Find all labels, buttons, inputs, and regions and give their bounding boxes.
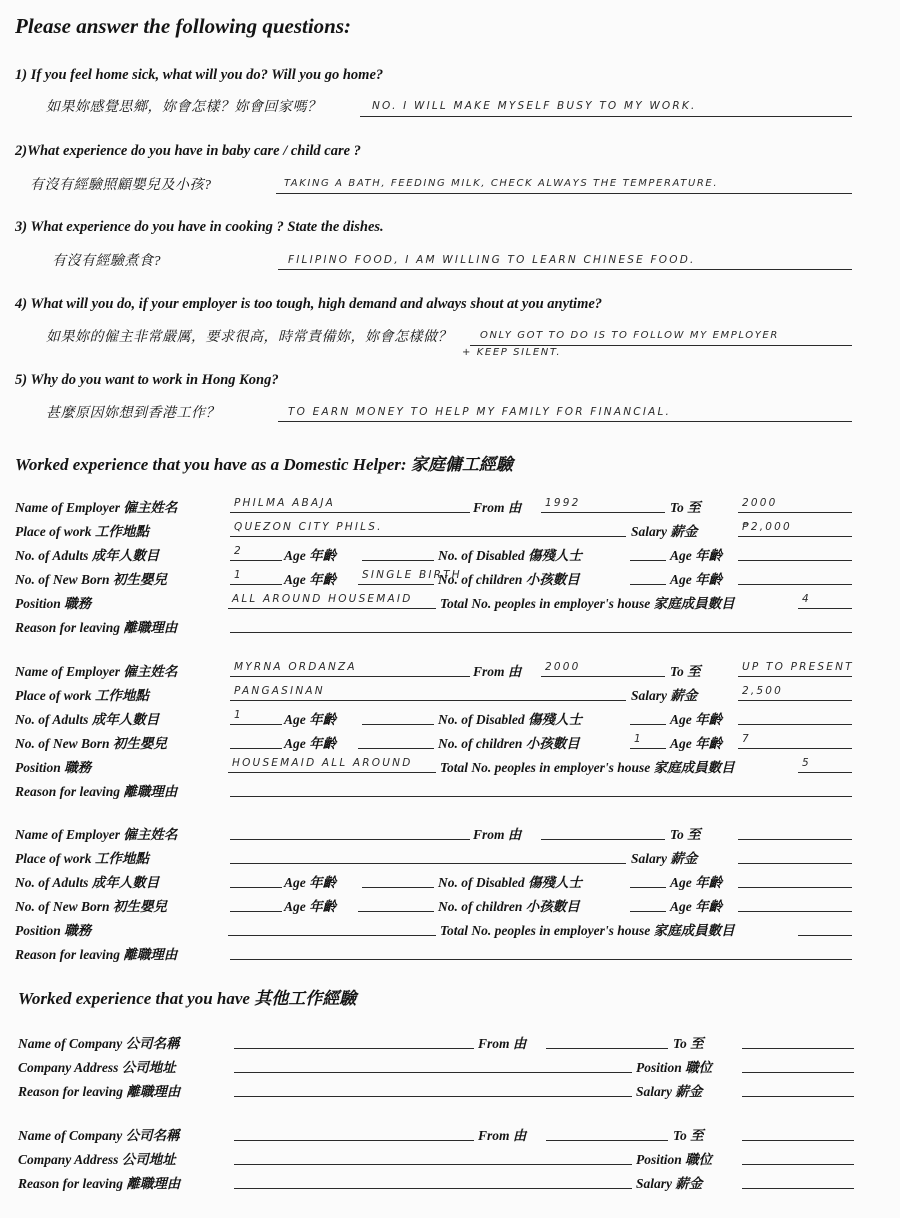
employer-3-to-line xyxy=(738,839,852,840)
employer-3-reason-line xyxy=(230,959,852,960)
company-1-position-label: Position 職位 xyxy=(636,1060,713,1075)
company-1-to-line xyxy=(742,1048,854,1049)
employer-1-total[interactable]: 4 xyxy=(802,593,811,605)
employer-1-place-label: Place of work 工作地點 xyxy=(15,524,149,539)
company-2-from-label: From 由 xyxy=(478,1128,527,1143)
company-2-reason-label: Reason for leaving 離職理由 xyxy=(18,1176,181,1191)
employer-1-salary-line xyxy=(738,536,852,537)
employer-3-place-label: Place of work 工作地點 xyxy=(15,851,149,866)
company-2-reason-line xyxy=(234,1188,632,1189)
employer-1-to-label: To 至 xyxy=(670,500,701,515)
employer-1-disabled-age-line xyxy=(738,560,852,561)
employer-3-total-label: Total No. peoples in employer's house 家庭成員數目 xyxy=(440,923,735,938)
question-2-chinese: 有沒有經驗照顧嬰兒及小孩? xyxy=(30,178,212,193)
employer-2-reason-line xyxy=(230,796,852,797)
answer-5-line xyxy=(278,421,852,422)
question-3: 3) What experience do you have in cooking ? State the dishes. xyxy=(15,219,384,235)
employer-1-name[interactable]: PHILMA ABAJA xyxy=(234,497,336,509)
employer-1-newborn-age-label: Age 年齡 xyxy=(284,572,337,587)
employer-2-disabled-label: No. of Disabled 傷殘人士 xyxy=(438,712,582,727)
employer-1-place-line xyxy=(230,536,626,537)
employer-2-name-line xyxy=(230,676,470,677)
answer-3-line xyxy=(278,269,852,270)
employer-2-adults-age-line xyxy=(362,724,434,725)
company-1-reason-label: Reason for leaving 離職理由 xyxy=(18,1084,181,1099)
employer-1-newborn-age[interactable]: SINGLE BIRTH xyxy=(362,569,462,581)
company-2-address-label: Company Address 公司地址 xyxy=(18,1152,176,1167)
employer-1-newborn[interactable]: 1 xyxy=(234,569,243,581)
question-1-chinese: 如果妳感覺思鄉，妳會怎樣？妳會回家嗎？ xyxy=(46,100,322,115)
question-5: 5) Why do you want to work in Hong Kong? xyxy=(15,372,279,388)
employer-1-children-line xyxy=(630,584,666,585)
employer-2-total-line xyxy=(798,772,852,773)
employer-2-children-age[interactable]: 7 xyxy=(742,733,751,745)
employer-3-to-label: To 至 xyxy=(670,827,701,842)
employer-1-children-age-line xyxy=(738,584,852,585)
company-2-salary-label: Salary 薪金 xyxy=(636,1176,703,1191)
employer-1-from-label: From 由 xyxy=(473,500,522,515)
employer-2-adults-age-label: Age 年齡 xyxy=(284,712,337,727)
employer-3-name-label: Name of Employer 僱主姓名 xyxy=(15,827,178,842)
company-2-position-label: Position 職位 xyxy=(636,1152,713,1167)
employer-1-from[interactable]: 1992 xyxy=(545,497,581,509)
employer-3-total-line xyxy=(798,935,852,936)
employer-1-newborn-age-line xyxy=(358,584,434,585)
employer-1-total-label: Total No. peoples in employer's house 家庭成員數目 xyxy=(440,596,735,611)
employer-2-children-age-line xyxy=(738,748,852,749)
domestic-helper-section-title: Worked experience that you have as a Domestic Helper: 家庭傭工經驗 xyxy=(15,455,513,474)
employer-2-children-label: No. of children 小孩數目 xyxy=(438,736,580,751)
answer-1[interactable]: NO. I WILL MAKE MYSELF BUSY TO MY WORK. xyxy=(372,100,697,112)
employer-1-position[interactable]: ALL AROUND HOUSEMAID xyxy=(232,593,413,605)
company-1-name-label: Name of Company 公司名稱 xyxy=(18,1036,180,1051)
employer-1-position-label: Position 職務 xyxy=(15,596,92,611)
company-1-address-label: Company Address 公司地址 xyxy=(18,1060,176,1075)
employer-1-children-age-label: Age 年齡 xyxy=(670,572,723,587)
question-4-chinese: 如果妳的僱主非常嚴厲，要求很高，時常責備妳，妳會怎樣做？ xyxy=(46,330,452,345)
company-2-address-line xyxy=(234,1164,632,1165)
employer-1-adults[interactable]: 2 xyxy=(234,545,243,557)
answer-4[interactable]: ONLY GOT TO DO IS TO FOLLOW MY EMPLOYER xyxy=(480,330,779,341)
question-4: 4) What will you do, if your employer is too tough, high demand and always shout at you anytime? xyxy=(15,296,603,312)
employer-2-children[interactable]: 1 xyxy=(634,733,643,745)
employer-2-total[interactable]: 5 xyxy=(802,757,811,769)
question-3-chinese: 有沒有經驗煮食? xyxy=(52,254,161,269)
answer-2-line xyxy=(276,193,852,194)
employer-2-place-label: Place of work 工作地點 xyxy=(15,688,149,703)
employer-3-children-age-label: Age 年齡 xyxy=(670,899,723,914)
employer-2-adults-label: No. of Adults 成年人數目 xyxy=(15,712,160,727)
employer-2-position[interactable]: HOUSEMAID ALL AROUND xyxy=(232,757,413,769)
company-2-name-line xyxy=(234,1140,474,1141)
employer-3-position-label: Position 職務 xyxy=(15,923,92,938)
answer-2[interactable]: TAKING A BATH, FEEDING MILK, CHECK ALWAYS THE TEMPERATURE. xyxy=(284,178,719,189)
form-title: Please answer the following questions: xyxy=(15,14,352,38)
employer-3-newborn-age-line xyxy=(358,911,434,912)
employer-2-newborn-line xyxy=(230,748,282,749)
employer-1-adults-age-label: Age 年齡 xyxy=(284,548,337,563)
company-2-salary-line xyxy=(742,1188,854,1189)
company-2-position-line xyxy=(742,1164,854,1165)
other-work-section-title: Worked experience that you have 其他工作經驗 xyxy=(18,989,357,1008)
employer-3-children-line xyxy=(630,911,666,912)
company-2-to-line xyxy=(742,1140,854,1141)
company-2-from-line xyxy=(546,1140,668,1141)
employer-2-from[interactable]: 2000 xyxy=(545,661,581,673)
company-1-to-label: To 至 xyxy=(673,1036,704,1051)
employer-3-adults-label: No. of Adults 成年人數目 xyxy=(15,875,160,890)
employer-3-salary-label: Salary 薪金 xyxy=(631,851,698,866)
employer-1-disabled-line xyxy=(630,560,666,561)
employer-3-adults-age-label: Age 年齡 xyxy=(284,875,337,890)
employer-2-position-label: Position 職務 xyxy=(15,760,92,775)
answer-4-line xyxy=(470,345,852,346)
employer-2-newborn-age-line xyxy=(358,748,434,749)
answer-1-line xyxy=(360,116,852,117)
employer-2-adults-line xyxy=(230,724,282,725)
company-1-from-label: From 由 xyxy=(478,1036,527,1051)
employer-1-place[interactable]: QUEZON CITY PHILS. xyxy=(234,521,383,533)
employer-3-disabled-age-line xyxy=(738,887,852,888)
employer-1-disabled-label: No. of Disabled 傷殘人士 xyxy=(438,548,582,563)
employer-1-children-label: No. of children 小孩數目 xyxy=(438,572,580,587)
employer-2-from-label: From 由 xyxy=(473,664,522,679)
employer-3-disabled-age-label: Age 年齡 xyxy=(670,875,723,890)
company-1-address-line xyxy=(234,1072,632,1073)
employer-3-reason-label: Reason for leaving 離職理由 xyxy=(15,947,178,962)
employer-2-name-label: Name of Employer 僱主姓名 xyxy=(15,664,178,679)
employer-1-salary[interactable]: ₱2,000 xyxy=(742,521,792,533)
company-1-from-line xyxy=(546,1048,668,1049)
employer-3-newborn-label: No. of New Born 初生嬰兒 xyxy=(15,899,167,914)
employer-1-adults-label: No. of Adults 成年人數目 xyxy=(15,548,160,563)
answer-5[interactable]: TO EARN MONEY TO HELP MY FAMILY FOR FINANCIAL. xyxy=(288,406,672,418)
employer-1-to-line xyxy=(738,512,852,513)
employer-1-name-line xyxy=(230,512,470,513)
employer-3-children-age-line xyxy=(738,911,852,912)
question-5-chinese: 甚麼原因妳想到香港工作？ xyxy=(46,406,220,421)
employer-3-from-line xyxy=(541,839,665,840)
answer-3[interactable]: FILIPINO FOOD, I AM WILLING TO LEARN CHINESE FOOD. xyxy=(288,254,696,266)
employer-1-adults-age-line xyxy=(362,560,434,561)
employer-1-reason-label: Reason for leaving 離職理由 xyxy=(15,620,178,635)
employer-3-children-label: No. of children 小孩數目 xyxy=(438,899,580,914)
employer-2-children-age-label: Age 年齡 xyxy=(670,736,723,751)
employer-1-newborn-line xyxy=(230,584,282,585)
question-2: 2)What experience do you have in baby care / child care ? xyxy=(15,143,361,159)
employer-3-salary-line xyxy=(738,863,852,864)
employer-1-to[interactable]: 2000 xyxy=(742,497,778,509)
employer-2-place[interactable]: PANGASINAN xyxy=(234,685,325,697)
employer-2-name[interactable]: MYRNA ORDANZA xyxy=(234,661,357,673)
employer-1-name-label: Name of Employer 僱主姓名 xyxy=(15,500,178,515)
employer-2-salary[interactable]: 2,500 xyxy=(742,685,784,697)
company-2-name-label: Name of Company 公司名稱 xyxy=(18,1128,180,1143)
question-1: 1) If you feel home sick, what will you do? Will you go home? xyxy=(15,67,384,83)
employer-2-newborn-label: No. of New Born 初生嬰兒 xyxy=(15,736,167,751)
company-1-position-line xyxy=(742,1072,854,1073)
employer-2-disabled-age-line xyxy=(738,724,852,725)
employer-1-from-line xyxy=(541,512,665,513)
employer-2-reason-label: Reason for leaving 離職理由 xyxy=(15,784,178,799)
employer-2-total-label: Total No. peoples in employer's house 家庭成員數目 xyxy=(440,760,735,775)
company-1-name-line xyxy=(234,1048,474,1049)
employer-1-disabled-age-label: Age 年齡 xyxy=(670,548,723,563)
employer-1-salary-label: Salary 薪金 xyxy=(631,524,698,539)
employer-1-total-line xyxy=(798,608,852,609)
employer-3-newborn-age-label: Age 年齡 xyxy=(284,899,337,914)
employer-2-children-line xyxy=(630,748,666,749)
employer-2-to[interactable]: UP TO PRESENT xyxy=(742,661,854,673)
employer-2-to-line xyxy=(738,676,852,677)
employer-3-adults-age-line xyxy=(362,887,434,888)
employer-3-disabled-line xyxy=(630,887,666,888)
employer-3-adults-line xyxy=(230,887,282,888)
employer-3-disabled-label: No. of Disabled 傷殘人士 xyxy=(438,875,582,890)
employer-3-place-line xyxy=(230,863,626,864)
employer-2-disabled-line xyxy=(630,724,666,725)
answer-4-continued[interactable]: + KEEP SILENT. xyxy=(462,347,562,358)
employer-2-adults[interactable]: 1 xyxy=(234,709,243,721)
employer-2-to-label: To 至 xyxy=(670,664,701,679)
employer-1-position-line xyxy=(228,608,436,609)
employer-3-from-label: From 由 xyxy=(473,827,522,842)
company-1-reason-line xyxy=(234,1096,632,1097)
employer-2-salary-label: Salary 薪金 xyxy=(631,688,698,703)
employer-1-reason-line xyxy=(230,632,852,633)
employer-2-newborn-age-label: Age 年齡 xyxy=(284,736,337,751)
employer-2-position-line xyxy=(228,772,436,773)
employer-2-salary-line xyxy=(738,700,852,701)
employer-2-disabled-age-label: Age 年齡 xyxy=(670,712,723,727)
employer-3-name-line xyxy=(230,839,470,840)
company-2-to-label: To 至 xyxy=(673,1128,704,1143)
company-1-salary-label: Salary 薪金 xyxy=(636,1084,703,1099)
employer-2-place-line xyxy=(230,700,626,701)
employer-1-newborn-label: No. of New Born 初生嬰兒 xyxy=(15,572,167,587)
employer-2-from-line xyxy=(541,676,665,677)
company-1-salary-line xyxy=(742,1096,854,1097)
employer-3-position-line xyxy=(228,935,436,936)
employer-1-adults-line xyxy=(230,560,282,561)
employer-3-newborn-line xyxy=(230,911,282,912)
